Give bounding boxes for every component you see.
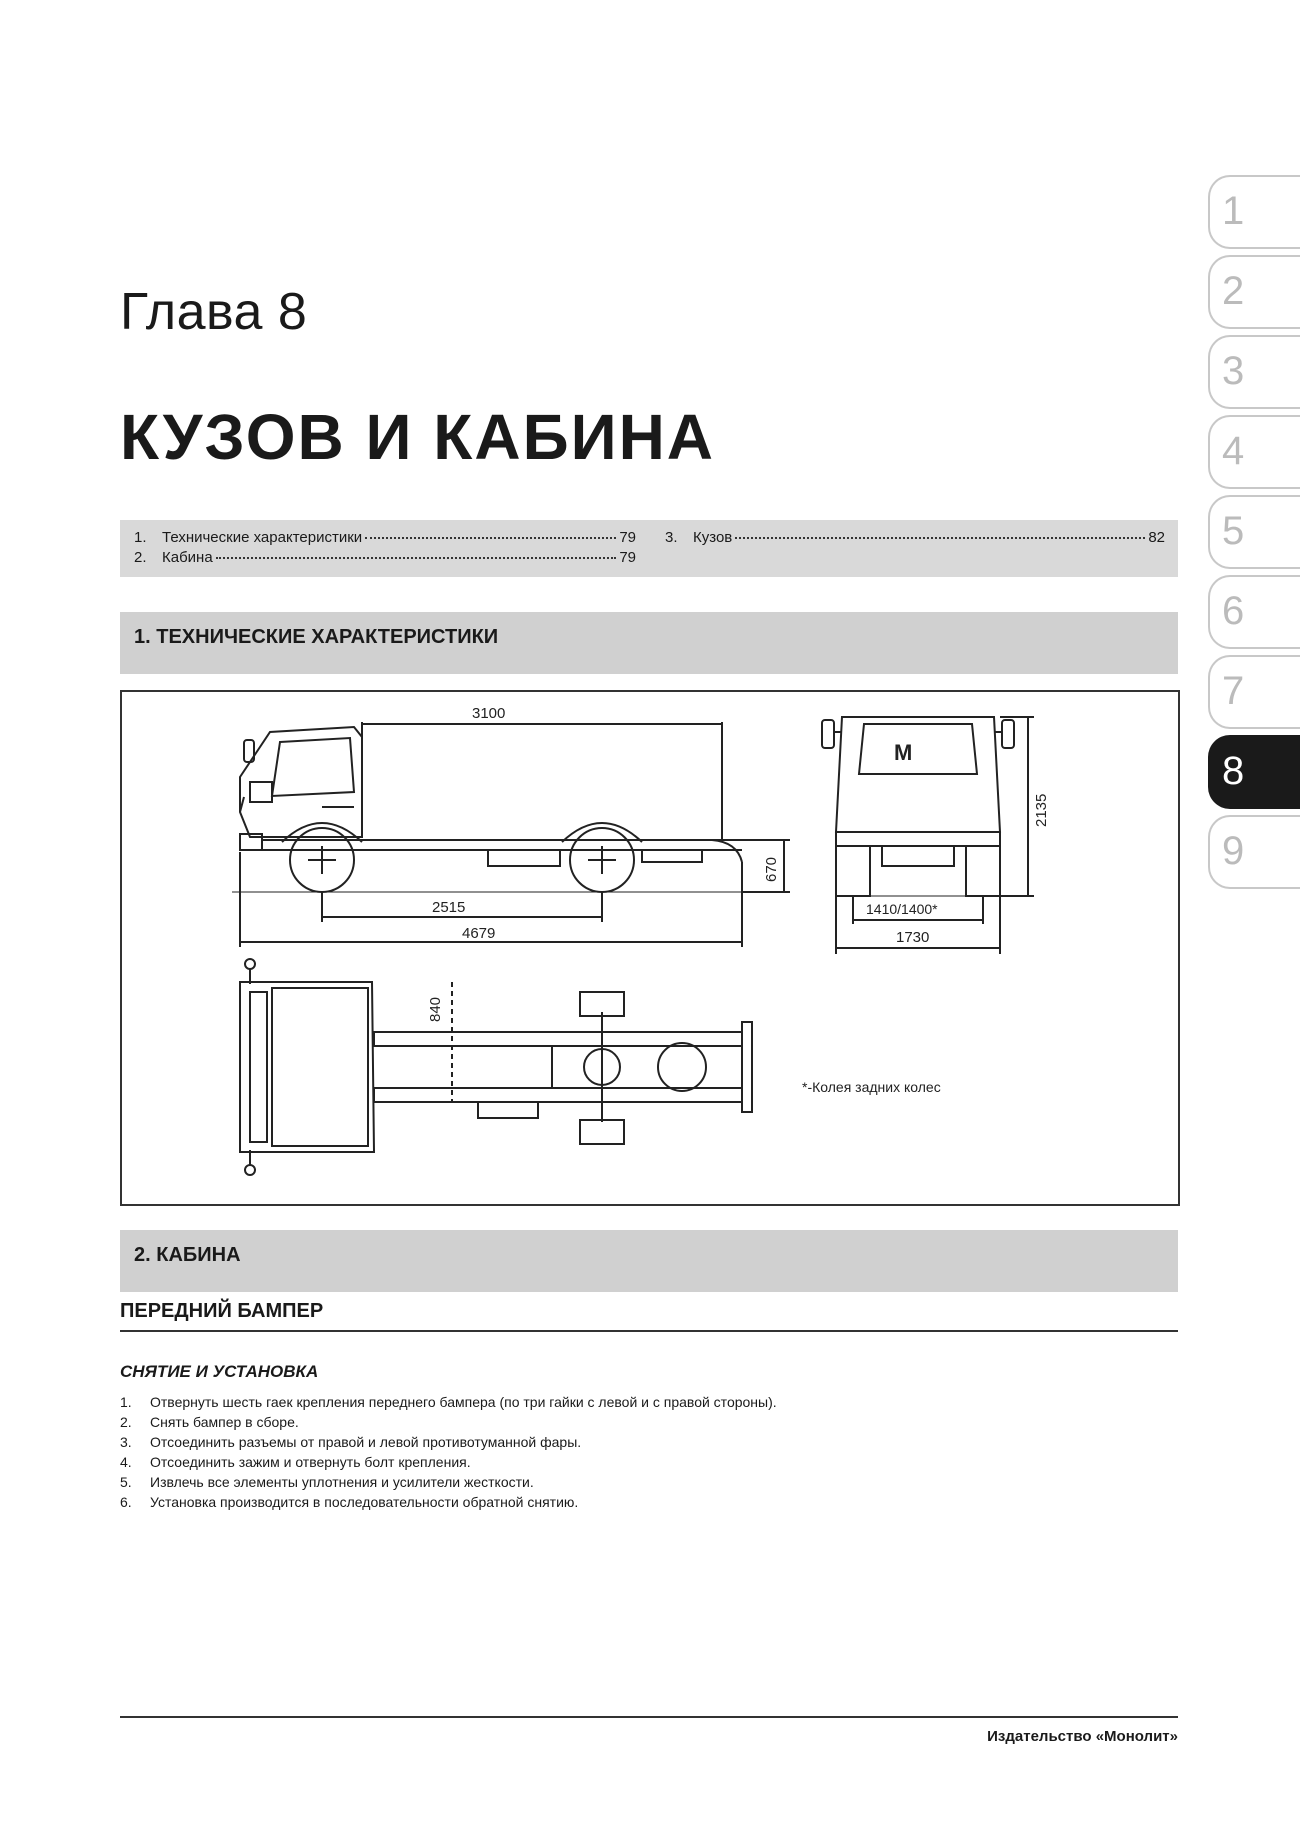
toc-item-page: 79 [619,529,636,546]
toc-item-title: Технические характеристики [162,529,363,546]
svg-text:M: M [894,740,913,765]
toc-item-number: 3. [665,529,678,546]
step-text: Отсоединить разъемы от правой и левой противотуманной фары. [150,1434,582,1450]
toc-item[interactable] [665,529,1165,546]
toc-item-title: Кабина [162,549,213,566]
step-number: 4. [120,1454,132,1470]
chapter-tab-7[interactable] [1208,655,1300,729]
truck-dimensions-figure [120,690,1180,1206]
list-item [120,1392,777,1412]
tab-label: 8 [1222,749,1245,793]
step-number: 2. [120,1414,132,1430]
chapter-title: КУЗОВ И КАБИНА [120,401,715,473]
table-of-contents [120,520,1178,577]
toc-item[interactable] [134,549,636,566]
list-item [120,1492,777,1512]
footer-divider [120,1716,1178,1718]
divider [120,1330,1178,1332]
chapter-label: Глава 8 [120,283,308,341]
truck-top-view [240,959,752,1175]
dim-frame-width: 840 [427,996,444,1022]
tab-label: 5 [1222,509,1245,553]
dim-body-length: 3100 [472,705,506,722]
toc-item-title: Кузов [693,529,733,546]
chapter-tab-6[interactable] [1208,575,1300,649]
step-text: Извлечь все элементы уплотнения и усилители жесткости. [150,1474,534,1490]
toc-item-number: 2. [134,549,147,566]
toc-leader [365,537,616,539]
list-item [120,1472,777,1492]
chapter-tab-1[interactable] [1208,175,1300,249]
step-number: 6. [120,1494,132,1510]
section-header-cabin [120,1230,1178,1292]
tab-label: 6 [1222,589,1245,633]
step-text: Отвернуть шесть гаек крепления переднего бампера (по три гайки с левой и с правой стороны). [150,1394,777,1410]
chapter-tab-9[interactable] [1208,815,1300,889]
list-item [120,1452,777,1472]
section-header-specs [120,612,1178,674]
truck-side-view [232,722,790,947]
toc-item[interactable] [134,529,636,546]
step-text: Установка производится в последовательности обратной снятию. [150,1494,579,1510]
procedure-steps [120,1392,777,1512]
tab-label: 9 [1222,829,1245,873]
toc-item-page: 82 [1148,529,1165,546]
procedure-title: СНЯТИЕ И УСТАНОВКА [120,1362,319,1381]
toc-leader [735,537,1145,539]
dim-wheelbase: 2515 [432,899,466,916]
chapter-tab-4[interactable] [1208,415,1300,489]
chapter-tab-3[interactable] [1208,335,1300,409]
list-item [120,1412,777,1432]
chapter-tab-2[interactable] [1208,255,1300,329]
dim-rear-track: 1410/1400* [866,901,938,917]
step-number: 5. [120,1474,132,1490]
step-number: 3. [120,1434,132,1450]
toc-leader [216,557,617,559]
figure-footnote: *-Колея задних колес [802,1079,941,1095]
dim-frame-height: 670 [763,856,780,882]
tab-label: 4 [1222,429,1245,473]
tab-label: 7 [1222,669,1245,713]
subsection-title: ПЕРЕДНИЙ БАМПЕР [120,1300,324,1322]
step-text: Снять бампер в сборе. [150,1414,299,1430]
truck-drawing [122,692,1178,1204]
dim-width: 1730 [896,929,930,946]
publisher-name: Издательство «Монолит» [987,1728,1178,1745]
toc-item-page: 79 [619,549,636,566]
tab-label: 2 [1222,269,1245,313]
truck-rear-view [822,717,1034,954]
dim-overall-length: 4679 [462,925,496,942]
step-number: 1. [120,1394,132,1410]
dim-height: 2135 [1033,793,1050,827]
section-title: 1. ТЕХНИЧЕСКИЕ ХАРАКТЕРИСТИКИ [134,626,499,648]
tab-label: 1 [1222,189,1245,233]
list-item [120,1432,777,1452]
chapter-tab-5[interactable] [1208,495,1300,569]
chapter-tab-8[interactable] [1208,735,1300,809]
step-text: Отсоединить зажим и отвернуть болт крепления. [150,1454,471,1470]
toc-item-number: 1. [134,529,147,546]
tab-label: 3 [1222,349,1245,393]
section-title: 2. КАБИНА [134,1244,241,1266]
